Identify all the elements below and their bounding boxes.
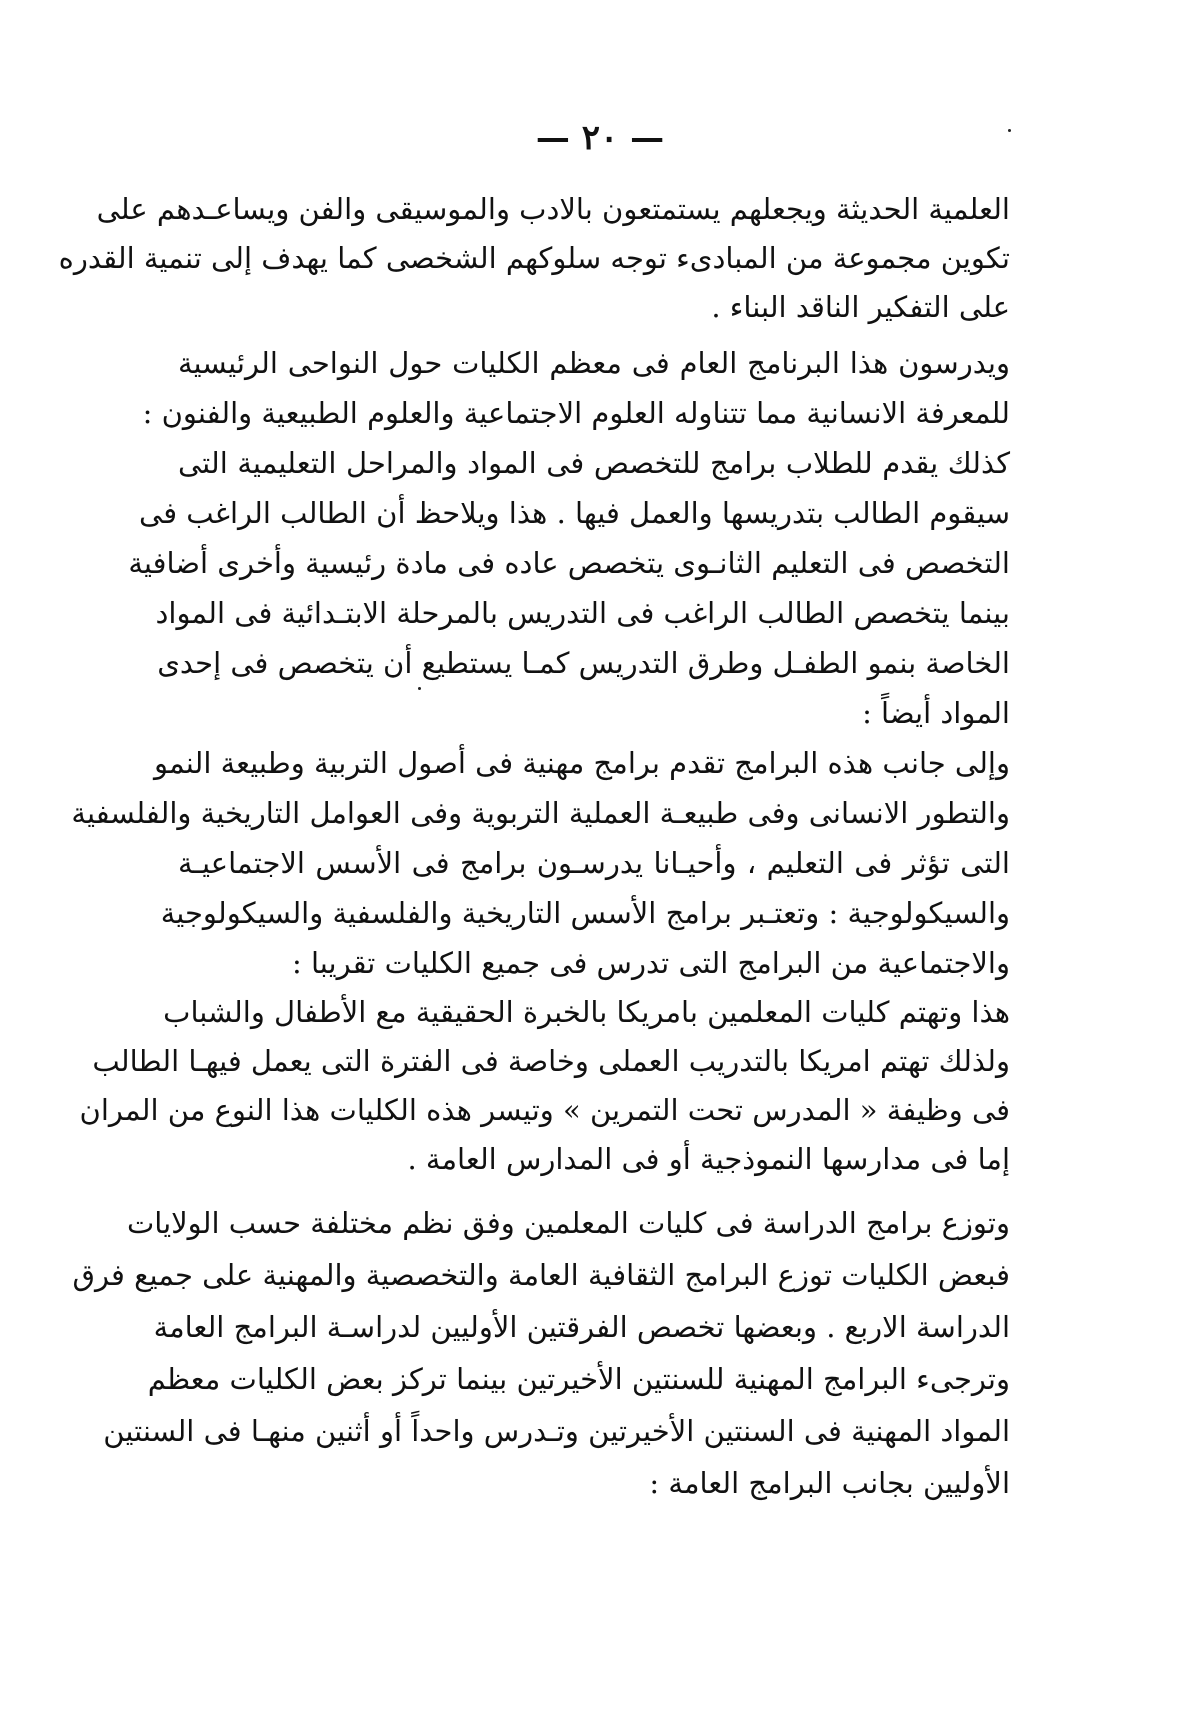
text-line: سيقوم الطالب بتدريسها والعمل فيها . هذا ويلاحظ أن الطالب الراغب فى xyxy=(139,496,1010,530)
scan-speck xyxy=(418,687,421,690)
text-line: إما فى مدارسها النموذجية أو فى المدارس العامة . xyxy=(407,1142,1010,1176)
text-line: تكوين مجموعة من المبادىء توجه سلوكهم الشخصى كما يهدف إلى تنمية القدره xyxy=(58,241,1010,275)
text-line: هذا وتهتم كليات المعلمين بامريكا بالخبرة الحقيقية مع الأطفال والشباب xyxy=(163,995,1010,1029)
text-line: وترجىء البرامج المهنية للسنتين الأخيرتين بينما تركز بعض الكليات معظم xyxy=(147,1362,1010,1396)
text-line: بينما يتخصص الطالب الراغب فى التدريس بالمرحلة الابتـدائية فى المواد xyxy=(155,596,1010,630)
text-line: كذلك يقدم للطلاب برامج للتخصص فى المواد والمراحل التعليمية التى xyxy=(178,446,1010,480)
paragraph xyxy=(72,1197,1010,1509)
text-line: والسيكولوجية : وتعتـبر برامج الأسس التاريخية والفلسفية والسيكولوجية xyxy=(160,896,1010,930)
scan-speck xyxy=(1008,129,1011,132)
page-number: — ٢٠ — xyxy=(535,118,665,158)
text-line: الدراسة الاربع . وبعضها تخصص الفرقتين الأوليين لدراسـة البرامج العامة xyxy=(153,1310,1010,1344)
text-line: الأوليين بجانب البرامج العامة : xyxy=(649,1466,1010,1500)
paragraph xyxy=(58,185,1010,332)
paragraph xyxy=(79,988,1010,1184)
text-line: وإلى جانب هذه البرامج تقدم برامج مهنية فى أصول التربية وطبيعة النمو xyxy=(154,746,1010,780)
text-line: فبعض الكليات توزع البرامج الثقافية العامة والتخصصية والمهنية على جميع فرق xyxy=(72,1258,1010,1292)
text-line: المواد المهنية فى السنتين الأخيرتين وتـدرس واحداً أو أثنين منهـا فى السنتين xyxy=(103,1414,1010,1448)
text-line: على التفكير الناقد البناء . xyxy=(711,290,1010,324)
text-line: ويدرسون هذا البرنامج العام فى معظم الكليات حول النواحى الرئيسية xyxy=(178,346,1010,380)
text-line: فى وظيفة « المدرس تحت التمرين » وتيسر هذه الكليات هذا النوع من المران xyxy=(79,1093,1010,1127)
text-line: المواد أيضاً : xyxy=(862,696,1010,730)
text-line: ولذلك تهتم امريكا بالتدريب العملى وخاصة فى الفترة التى يعمل فيهـا الطالب xyxy=(92,1044,1010,1078)
text-line: العلمية الحديثة ويجعلهم يستمتعون بالادب والموسيقى والفن ويساعـدهم على xyxy=(96,192,1010,226)
text-line: والاجتماعية من البرامج التى تدرس فى جميع الكليات تقريبا : xyxy=(291,946,1010,980)
text-line: للمعرفة الانسانية مما تتناوله العلوم الاجتماعية والعلوم الطبيعية والفنون : xyxy=(142,396,1010,430)
paragraph xyxy=(71,738,1010,988)
text-line: التى تؤثر فى التعليم ، وأحيـانا يدرسـون برامج فى الأسس الاجتماعيـة xyxy=(178,846,1010,880)
paragraph xyxy=(128,438,1010,738)
text-line: والتطور الانسانى وفى طبيعـة العملية التربوية وفى العوامل التاريخية والفلسفية xyxy=(71,796,1010,830)
text-line: الخاصة بنمو الطفـل وطرق التدريس كمـا يستطيع أن يتخصص فى إحدى xyxy=(157,646,1010,680)
text-line: وتوزع برامج الدراسة فى كليات المعلمين وفق نظم مختلفة حسب الولايات xyxy=(126,1206,1010,1240)
text-line: التخصص فى التعليم الثانـوى يتخصص عاده فى مادة رئيسية وأخرى أضافية xyxy=(128,546,1010,580)
paragraph xyxy=(142,338,1010,438)
